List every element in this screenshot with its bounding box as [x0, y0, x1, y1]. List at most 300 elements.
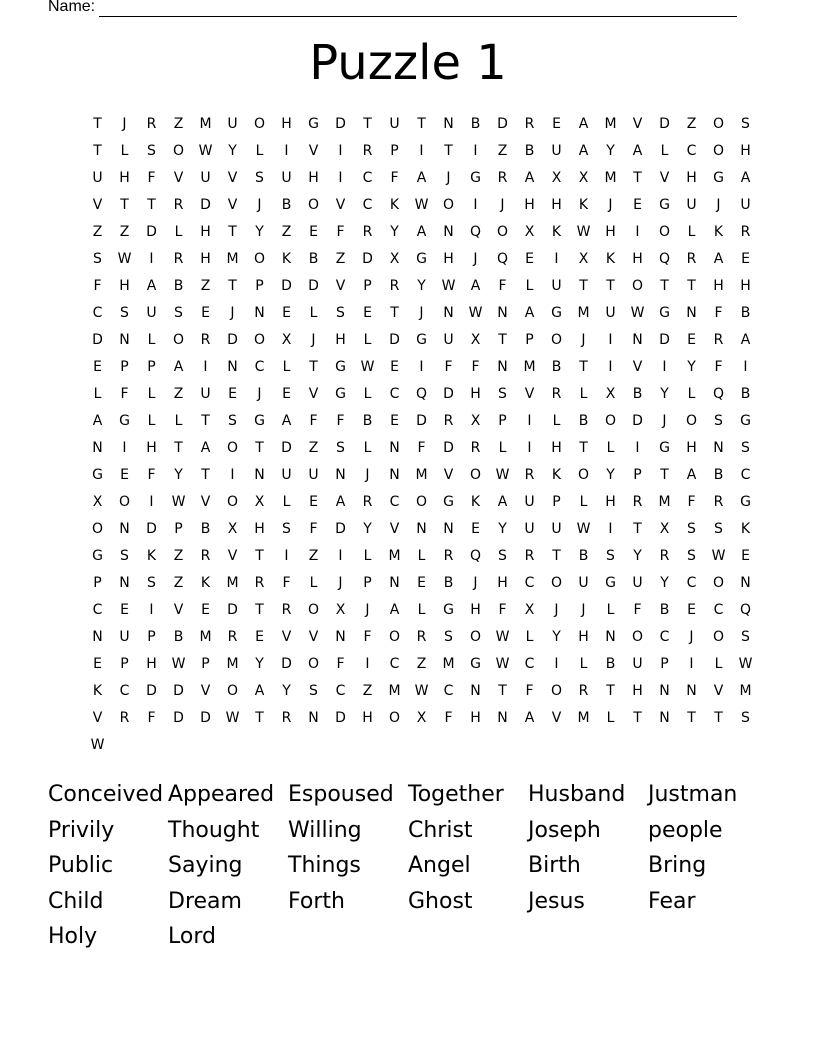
grid-letter: N	[119, 332, 130, 348]
grid-letter: K	[551, 467, 562, 483]
grid-letter: S	[228, 413, 237, 429]
grid-letter: P	[174, 521, 183, 537]
grid-letter: V	[308, 629, 319, 645]
grid-letter: Z	[308, 548, 319, 564]
grid-letter: R	[281, 602, 292, 618]
grid-letter: R	[362, 224, 373, 240]
grid-letter: G	[659, 305, 670, 321]
grid-letter: F	[444, 359, 453, 375]
grid-letter: O	[550, 683, 563, 699]
grid-letter: T	[363, 116, 372, 132]
grid-letter: R	[200, 332, 211, 348]
grid-letter: I	[419, 359, 424, 375]
grid-letter: L	[525, 629, 534, 645]
grid-letter: J	[257, 386, 262, 402]
grid-letter: R	[551, 386, 562, 402]
grid-letter: M	[415, 467, 428, 483]
grid-letter: R	[173, 197, 184, 213]
grid-letter: G	[416, 251, 427, 267]
grid-letter: T	[201, 467, 210, 483]
grid-letter: O	[253, 116, 266, 132]
grid-letter: V	[200, 494, 211, 510]
grid-letter: H	[200, 224, 211, 240]
grid-letter: G	[119, 413, 130, 429]
grid-letter: B	[173, 629, 184, 645]
grid-letter: L	[498, 440, 507, 456]
grid-letter: L	[255, 143, 264, 159]
grid-letter: R	[254, 575, 265, 591]
grid-letter: Z	[416, 656, 427, 672]
grid-letter: L	[606, 710, 615, 726]
grid-letter: M	[388, 548, 401, 564]
grid-letter: L	[309, 575, 318, 591]
grid-letter: A	[524, 170, 535, 186]
grid-letter: F	[336, 413, 345, 429]
grid-letter: O	[388, 629, 401, 645]
grid-letter: F	[714, 305, 723, 321]
grid-letter: N	[632, 332, 643, 348]
grid-letter: Y	[255, 656, 264, 672]
grid-letter: K	[578, 197, 589, 213]
grid-letter: J	[554, 602, 559, 618]
grid-letter: Y	[363, 521, 372, 537]
grid-letter: U	[119, 629, 130, 645]
grid-letter: W	[225, 710, 240, 726]
word-list-item: Public	[48, 853, 114, 878]
grid-letter: S	[120, 305, 129, 321]
grid-letter: G	[659, 197, 670, 213]
grid-letter: B	[740, 305, 751, 321]
grid-letter: Z	[173, 116, 184, 132]
grid-letter: V	[335, 278, 346, 294]
grid-letter: N	[443, 521, 454, 537]
grid-letter: G	[335, 359, 346, 375]
grid-letter: J	[581, 602, 586, 618]
grid-letter: A	[281, 413, 292, 429]
grid-letter: B	[524, 143, 535, 159]
grid-letter: R	[713, 332, 724, 348]
grid-letter: E	[201, 602, 210, 618]
grid-letter: H	[200, 251, 211, 267]
grid-letter: K	[389, 197, 400, 213]
grid-letter: Q	[496, 251, 509, 267]
grid-letter: D	[416, 413, 427, 429]
grid-letter: K	[146, 548, 157, 564]
grid-letter: Z	[362, 683, 373, 699]
word-list-item: Thought	[168, 817, 260, 843]
grid-letter: D	[146, 224, 157, 240]
grid-letter: J	[365, 602, 370, 618]
grid-letter: G	[443, 494, 454, 510]
grid-letter: C	[119, 683, 130, 699]
grid-letter: N	[443, 224, 454, 240]
grid-letter: K	[470, 494, 481, 510]
grid-letter: C	[389, 656, 400, 672]
word-list-item: Child	[48, 888, 104, 914]
puzzle-title: Puzzle 1	[309, 35, 507, 91]
grid-letter: R	[740, 224, 751, 240]
grid-letter: T	[633, 710, 642, 726]
grid-letter: T	[255, 440, 264, 456]
grid-letter: E	[633, 197, 642, 213]
grid-letter: E	[687, 332, 696, 348]
grid-letter: V	[92, 710, 103, 726]
grid-letter: X	[578, 170, 589, 186]
grid-letter: B	[632, 386, 643, 402]
grid-letter: I	[365, 656, 370, 672]
grid-letter: F	[471, 359, 480, 375]
grid-letter: E	[201, 305, 210, 321]
word-list-item: Privily	[48, 817, 115, 843]
grid-letter: M	[577, 305, 590, 321]
grid-letter: A	[200, 440, 211, 456]
grid-letter: O	[496, 224, 509, 240]
grid-letter: O	[226, 494, 239, 510]
grid-letter: T	[309, 359, 318, 375]
grid-letter: R	[443, 548, 454, 564]
grid-letter: J	[365, 467, 370, 483]
grid-letter: R	[524, 548, 535, 564]
grid-letter: R	[659, 548, 670, 564]
grid-letter: C	[524, 575, 535, 591]
grid-letter: U	[92, 170, 103, 186]
grid-letter: G	[416, 332, 427, 348]
grid-letter: N	[740, 575, 751, 591]
grid-letter: C	[740, 467, 751, 483]
grid-letter: O	[550, 332, 563, 348]
grid-letter: N	[470, 683, 481, 699]
grid-letter: W	[117, 251, 132, 267]
grid-letter: E	[282, 386, 291, 402]
grid-letter: D	[362, 251, 373, 267]
grid-letter: K	[92, 683, 103, 699]
word-list-item: Joseph	[528, 817, 601, 843]
grid-letter: O	[631, 278, 644, 294]
grid-letter: N	[497, 710, 508, 726]
grid-letter: K	[740, 521, 751, 537]
grid-letter: S	[174, 305, 183, 321]
grid-letter: B	[659, 602, 670, 618]
grid-letter: R	[416, 629, 427, 645]
grid-letter: O	[253, 251, 266, 267]
name-label: Name:	[48, 0, 96, 15]
grid-letter: D	[200, 710, 211, 726]
grid-letter: Q	[469, 548, 482, 564]
grid-letter: M	[442, 656, 455, 672]
grid-letter: Z	[686, 116, 697, 132]
grid-letter: P	[660, 656, 669, 672]
grid-letter: H	[362, 710, 373, 726]
grid-letter: U	[389, 116, 400, 132]
grid-letter: G	[605, 575, 616, 591]
grid-letter: F	[498, 278, 507, 294]
grid-letter: V	[92, 197, 103, 213]
grid-letter: I	[662, 359, 667, 375]
grid-letter: T	[633, 170, 642, 186]
grid-letter: O	[550, 575, 563, 591]
grid-letter: H	[335, 332, 346, 348]
grid-letter: Z	[173, 386, 184, 402]
grid-letter: U	[524, 521, 535, 537]
grid-letter: J	[581, 332, 586, 348]
grid-letter: H	[524, 197, 535, 213]
grid-letter: R	[524, 467, 535, 483]
grid-letter: B	[173, 278, 184, 294]
grid-letter: W	[360, 359, 375, 375]
grid-letter: X	[524, 602, 535, 618]
grid-letter: H	[605, 224, 616, 240]
grid-letter: R	[497, 170, 508, 186]
grid-letter: R	[713, 494, 724, 510]
word-list-item: Jesus	[528, 888, 585, 914]
grid-letter: E	[741, 548, 750, 564]
grid-letter: D	[173, 710, 184, 726]
grid-letter: R	[362, 494, 373, 510]
grid-letter: F	[444, 710, 453, 726]
grid-letter: W	[495, 629, 510, 645]
grid-letter: S	[255, 170, 264, 186]
grid-letter: O	[226, 683, 239, 699]
grid-letter: U	[308, 467, 319, 483]
grid-letter: T	[579, 440, 588, 456]
grid-letter: Y	[660, 575, 669, 591]
grid-letter: L	[363, 332, 372, 348]
grid-letter: R	[200, 548, 211, 564]
grid-letter: T	[228, 224, 237, 240]
grid-letter: R	[146, 116, 157, 132]
grid-letter: U	[146, 305, 157, 321]
grid-letter: W	[576, 521, 591, 537]
grid-letter: T	[606, 683, 615, 699]
grid-letter: G	[335, 386, 346, 402]
grid-letter: H	[686, 440, 697, 456]
grid-letter: S	[444, 629, 453, 645]
grid-letter: T	[174, 440, 183, 456]
grid-letter: O	[415, 494, 428, 510]
grid-letter: F	[147, 170, 156, 186]
grid-letter: H	[281, 116, 292, 132]
grid-letter: N	[659, 710, 670, 726]
grid-letter: V	[227, 548, 238, 564]
grid-letter: J	[257, 197, 262, 213]
grid-letter: T	[201, 413, 210, 429]
grid-letter: J	[662, 413, 667, 429]
grid-letter: E	[525, 251, 534, 267]
grid-letter: G	[92, 548, 103, 564]
grid-letter: W	[171, 494, 186, 510]
grid-letter: O	[307, 602, 320, 618]
grid-letter: G	[254, 413, 265, 429]
grid-letter: U	[632, 575, 643, 591]
grid-letter: X	[92, 494, 103, 510]
word-list-item: Angel	[408, 853, 471, 878]
grid-letter: I	[284, 548, 289, 564]
grid-letter: T	[93, 116, 102, 132]
grid-letter: G	[551, 305, 562, 321]
grid-letter: Q	[415, 386, 428, 402]
grid-letter: H	[146, 440, 157, 456]
grid-letter: W	[495, 467, 510, 483]
grid-letter: O	[712, 116, 725, 132]
grid-letter: T	[417, 116, 426, 132]
grid-letter: Z	[497, 143, 508, 159]
grid-letter: G	[443, 602, 454, 618]
grid-letter: D	[146, 521, 157, 537]
grid-letter: U	[551, 521, 562, 537]
grid-letter: R	[227, 629, 238, 645]
grid-letter: F	[336, 656, 345, 672]
grid-letter: H	[632, 251, 643, 267]
grid-letter: V	[200, 683, 211, 699]
grid-letter: L	[687, 224, 696, 240]
grid-letter: Y	[606, 143, 615, 159]
grid-letter: C	[686, 575, 697, 591]
grid-letter: F	[120, 386, 129, 402]
grid-letter: W	[414, 683, 429, 699]
grid-letter: Q	[469, 224, 482, 240]
grid-letter: N	[254, 305, 265, 321]
grid-letter: O	[118, 494, 131, 510]
grid-letter: U	[524, 494, 535, 510]
grid-letter: A	[173, 359, 184, 375]
grid-letter: I	[554, 251, 559, 267]
grid-letter: I	[122, 440, 127, 456]
grid-letter: F	[417, 440, 426, 456]
grid-letter: A	[524, 305, 535, 321]
grid-letter: U	[200, 170, 211, 186]
grid-letter: U	[281, 467, 292, 483]
grid-letter: A	[389, 602, 400, 618]
grid-letter: Z	[335, 251, 346, 267]
grid-letter: J	[716, 197, 721, 213]
grid-letter: G	[740, 413, 751, 429]
grid-letter: O	[388, 710, 401, 726]
grid-letter: L	[687, 386, 696, 402]
word-list-item: Willing	[288, 817, 362, 843]
grid-letter: W	[468, 305, 483, 321]
grid-letter: S	[741, 116, 750, 132]
grid-letter: E	[93, 359, 102, 375]
grid-letter: E	[282, 305, 291, 321]
grid-letter: J	[473, 575, 478, 591]
grid-letter: S	[120, 548, 129, 564]
grid-letter: F	[633, 602, 642, 618]
grid-letter: F	[309, 413, 318, 429]
grid-letter: M	[226, 656, 239, 672]
grid-letter: H	[254, 521, 265, 537]
grid-letter: V	[389, 521, 400, 537]
grid-letter: W	[198, 143, 213, 159]
grid-letter: Y	[255, 224, 264, 240]
grid-letter: L	[147, 413, 156, 429]
grid-letter: T	[120, 197, 129, 213]
grid-letter: E	[93, 656, 102, 672]
grid-letter: B	[308, 251, 319, 267]
grid-letter: I	[554, 656, 559, 672]
grid-letter: P	[255, 278, 264, 294]
grid-letter: K	[605, 251, 616, 267]
grid-letter: L	[417, 548, 426, 564]
grid-letter: Y	[633, 548, 642, 564]
name-field	[48, 0, 737, 17]
grid-letter: M	[226, 251, 239, 267]
grid-letter: G	[308, 116, 319, 132]
grid-letter: T	[255, 710, 264, 726]
grid-letter: H	[605, 494, 616, 510]
grid-letter: L	[309, 305, 318, 321]
grid-letter: A	[578, 143, 589, 159]
grid-letter: E	[120, 467, 129, 483]
grid-letter: U	[605, 305, 616, 321]
word-list-item: Together	[408, 782, 504, 807]
grid-letter: Z	[308, 440, 319, 456]
grid-letter: N	[497, 305, 508, 321]
grid-letter: E	[309, 494, 318, 510]
grid-letter: E	[255, 629, 264, 645]
grid-letter: A	[632, 143, 643, 159]
letter-grid	[84, 114, 759, 762]
grid-letter: Z	[200, 278, 211, 294]
grid-letter: U	[551, 143, 562, 159]
grid-letter: L	[606, 440, 615, 456]
grid-letter: K	[200, 575, 211, 591]
grid-letter: P	[201, 656, 210, 672]
grid-letter: G	[740, 494, 751, 510]
grid-letter: F	[498, 602, 507, 618]
grid-letter: V	[524, 386, 535, 402]
grid-letter: D	[443, 440, 454, 456]
grid-letter: S	[147, 143, 156, 159]
grid-letter: N	[389, 467, 400, 483]
grid-letter: L	[525, 278, 534, 294]
grid-letter: R	[362, 143, 373, 159]
grid-letter: N	[713, 440, 724, 456]
grid-letter: S	[714, 521, 723, 537]
grid-letter: I	[338, 548, 343, 564]
grid-letter: R	[470, 440, 481, 456]
grid-letter: J	[446, 170, 451, 186]
grid-letter: D	[659, 116, 670, 132]
grid-letter: O	[91, 521, 104, 537]
grid-letter: Y	[552, 629, 561, 645]
grid-letter: H	[686, 170, 697, 186]
grid-letter: P	[525, 332, 534, 348]
grid-letter: H	[551, 440, 562, 456]
grid-letter: M	[199, 116, 212, 132]
grid-letter: T	[579, 359, 588, 375]
grid-letter: L	[147, 386, 156, 402]
grid-letter: V	[227, 170, 238, 186]
grid-letter: A	[524, 710, 535, 726]
word-list-item: Lord	[168, 924, 216, 949]
grid-letter: L	[363, 440, 372, 456]
grid-letter: I	[473, 197, 478, 213]
grid-letter: H	[632, 683, 643, 699]
grid-letter: B	[713, 467, 724, 483]
grid-letter: V	[335, 197, 346, 213]
grid-letter: V	[308, 386, 319, 402]
grid-letter: W	[630, 305, 645, 321]
grid-letter: O	[577, 467, 590, 483]
grid-letter: I	[230, 467, 235, 483]
grid-letter: A	[497, 494, 508, 510]
grid-letter: C	[335, 683, 346, 699]
grid-letter: I	[284, 143, 289, 159]
grid-letter: O	[172, 332, 185, 348]
grid-letter: S	[498, 386, 507, 402]
word-list-item: Birth	[528, 853, 581, 878]
grid-letter: H	[740, 143, 751, 159]
